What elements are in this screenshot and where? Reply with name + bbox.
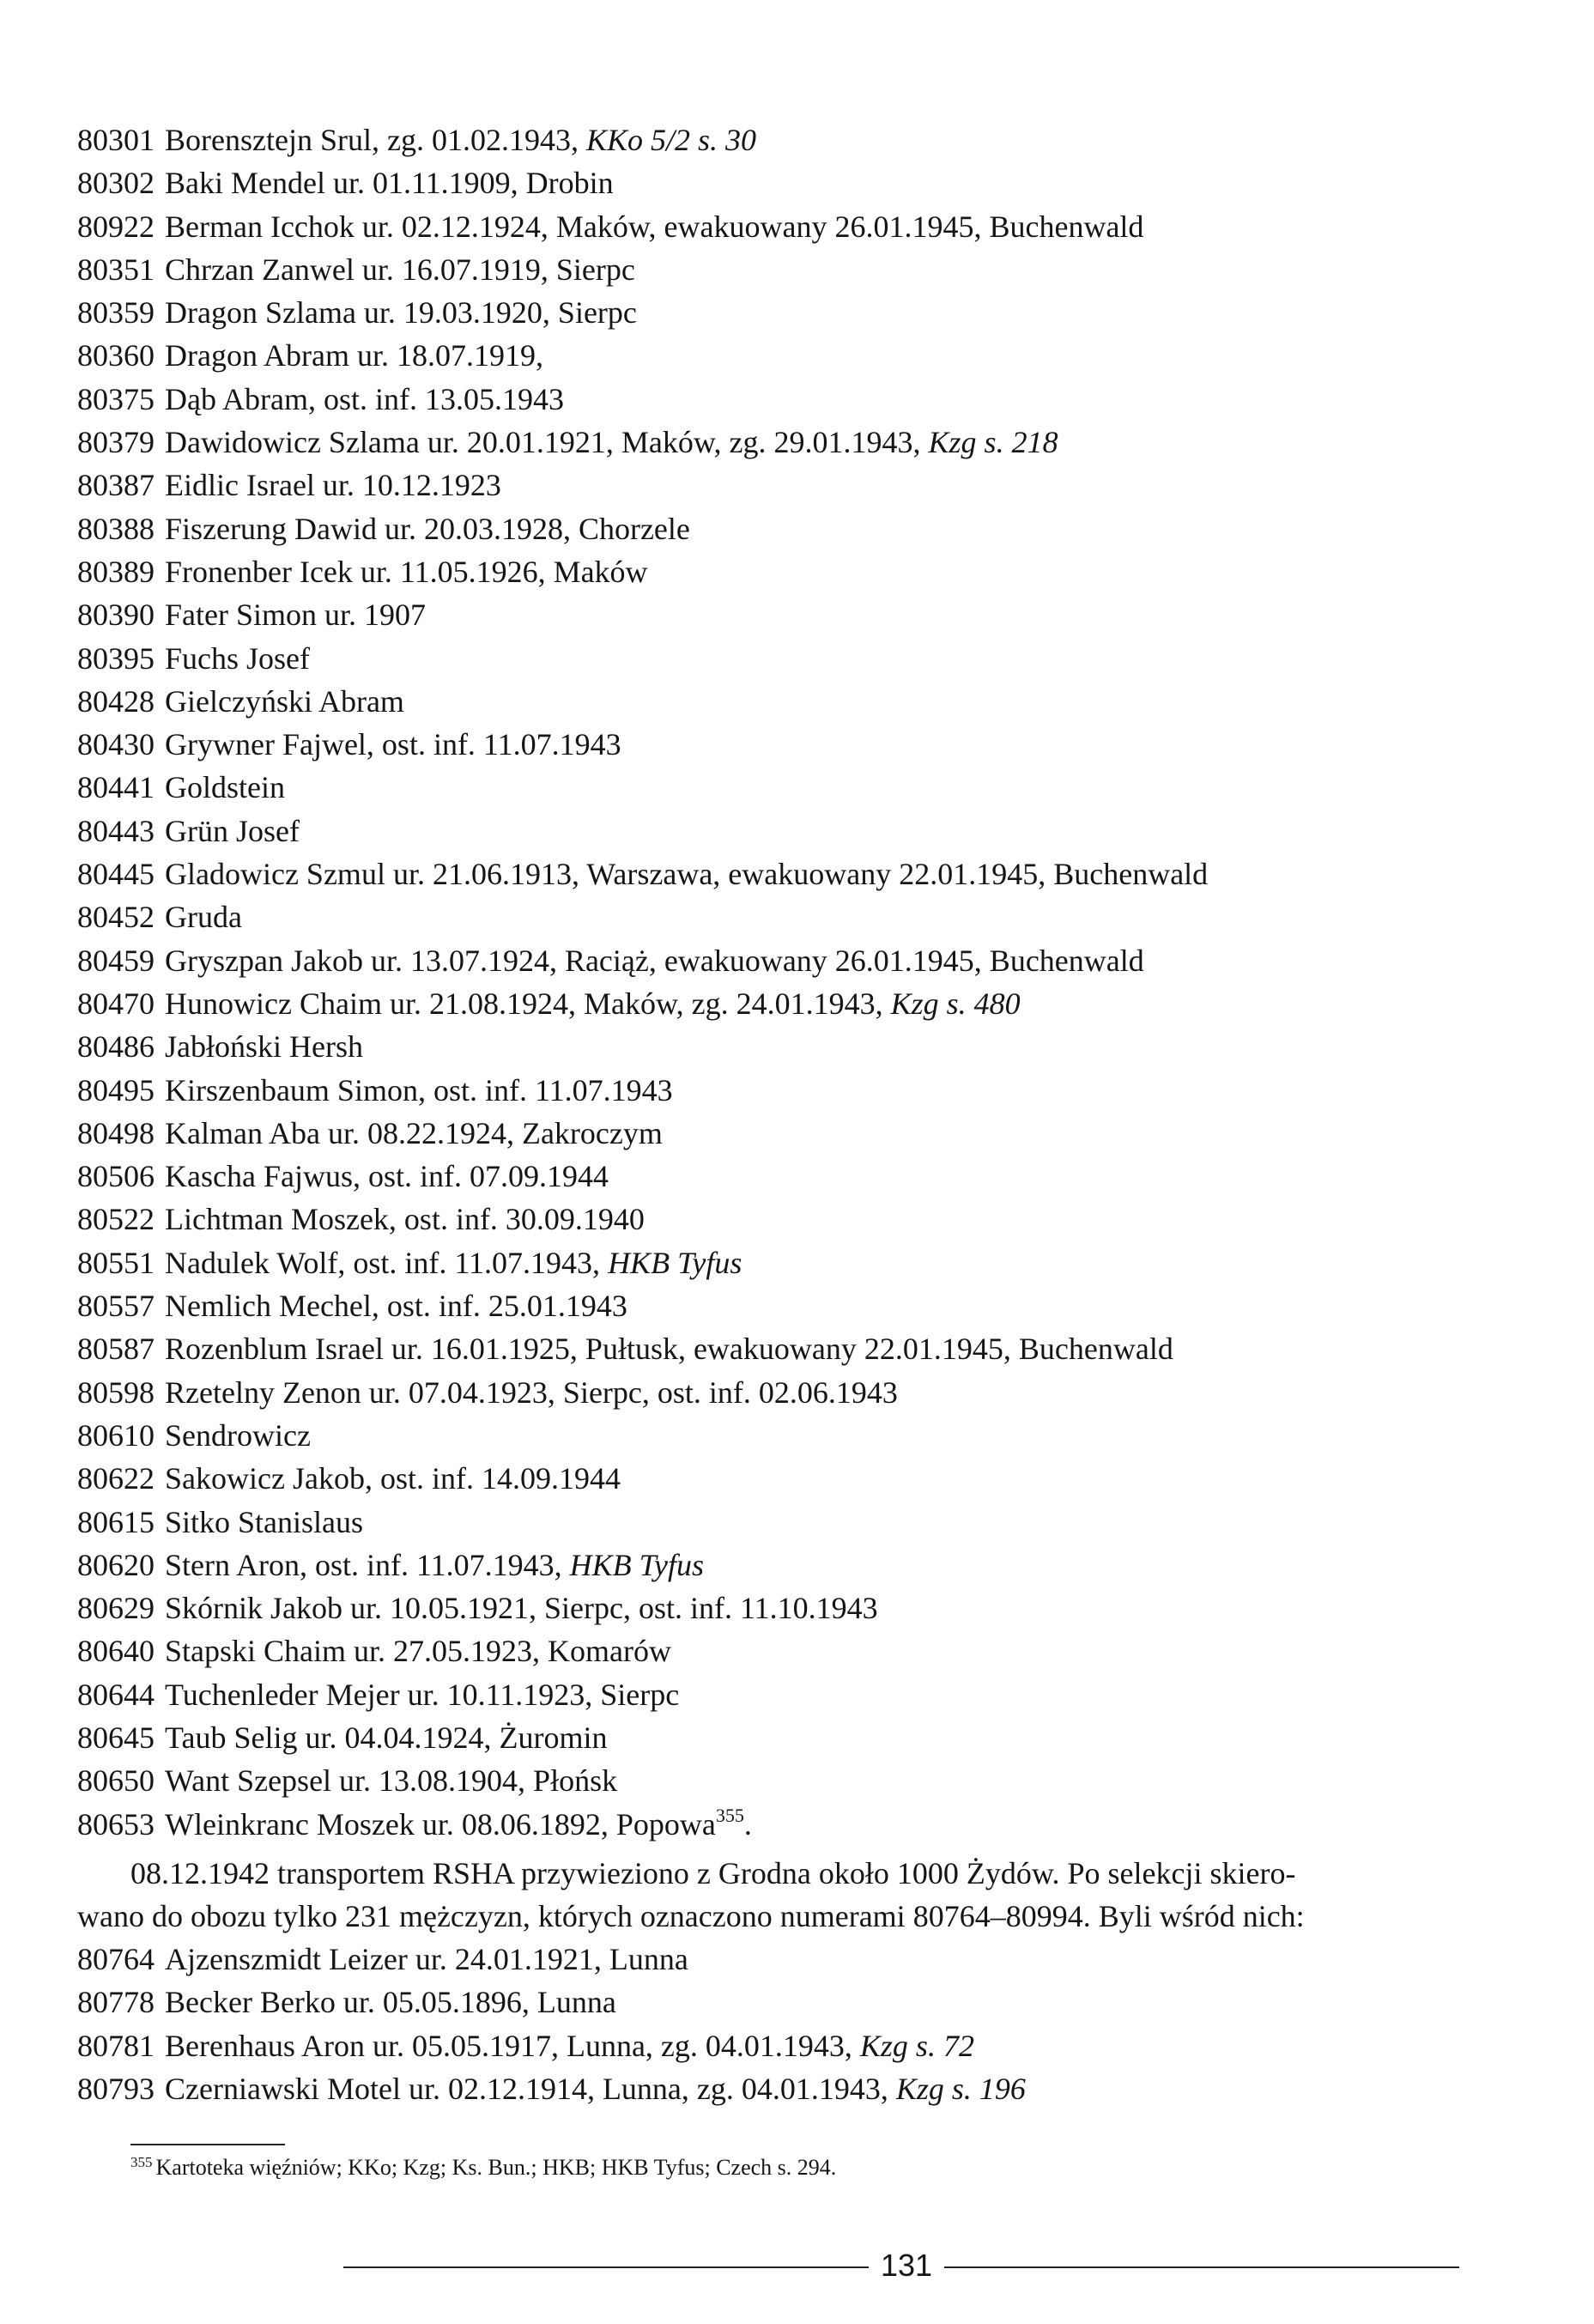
list-item	[77, 378, 1536, 421]
entry-text: Dąb Abram, ost. inf. 13.05.1943	[165, 381, 564, 416]
entry-text: Kirszenbaum Simon, ost. inf. 11.07.1943	[165, 1072, 673, 1107]
entry-text: Fuchs Josef	[165, 640, 310, 676]
prisoner-number: 80650	[77, 1763, 155, 1799]
prisoner-number: 80645	[77, 1720, 155, 1755]
entry-text: Gladowicz Szmul ur. 21.06.1913, Warszawa, ewakuowany 22.01.1945, Buchenwald	[165, 857, 1209, 892]
prisoner-number: 80443	[77, 813, 155, 848]
entry-text: Stapski Chaim ur. 27.05.1923, Komarów	[165, 1634, 671, 1669]
list-item	[77, 982, 1536, 1025]
prisoner-number: 80506	[77, 1159, 155, 1194]
folio-rule-right	[944, 2266, 1459, 2268]
entry-text: Gruda	[165, 900, 242, 935]
entry-source: Kzg s. 196	[895, 2071, 1026, 2106]
prisoner-number: 80441	[77, 770, 155, 805]
list-item	[77, 248, 1536, 291]
entry-source: HKB Tyfus	[608, 1245, 742, 1280]
entry-text: Sendrowicz	[165, 1417, 311, 1453]
list-item	[77, 1371, 1536, 1414]
prisoner-number: 80387	[77, 468, 155, 503]
footnote-text: Kartoteka więźniów; KKo; Kzg; Ks. Bun.; HKB; HKB Tyfus; Czech s. 294.	[155, 2155, 837, 2180]
list-item	[77, 118, 1536, 161]
prisoner-list-first	[77, 118, 1536, 1846]
prisoner-number: 80793	[77, 2071, 155, 2106]
entry-text: Tuchenleder Mejer ur. 10.11.1923, Sierpc	[165, 1677, 680, 1712]
entry-text: Wleinkranc Moszek ur. 08.06.1892, Popowa	[165, 1806, 716, 1842]
entry-text: Goldstein	[165, 770, 285, 805]
paragraph-line-2: wano do obozu tylko 231 mężczyzn, których oznaczono numerami 80764–80994. Byli wśród nich:	[77, 1899, 1305, 1933]
list-item	[77, 1759, 1536, 1802]
footnote-rule	[130, 2144, 285, 2145]
list-item	[77, 766, 1536, 809]
entry-text: Nemlich Mechel, ost. inf. 25.01.1943	[165, 1289, 627, 1324]
list-item	[77, 2024, 1536, 2067]
footnote-mark: 355	[130, 2154, 153, 2170]
entry-text: Hunowicz Chaim ur. 21.08.1924, Maków, zg. 24.01.1943,	[165, 986, 891, 1021]
entry-tail: .	[743, 1806, 752, 1842]
entry-text: Sitko Stanislaus	[165, 1504, 364, 1539]
prisoner-number: 80922	[77, 209, 155, 244]
prisoner-number: 80495	[77, 1072, 155, 1107]
prisoner-number: 80390	[77, 598, 155, 633]
entry-text: Dragon Szlama ur. 19.03.1920, Sierpc	[165, 295, 637, 331]
prisoner-number: 80629	[77, 1591, 155, 1626]
entry-text: Gielczyński Abram	[165, 683, 404, 719]
prisoner-number: 80301	[77, 123, 155, 157]
prisoner-number: 80551	[77, 1245, 155, 1280]
entry-text: Nadulek Wolf, ost. inf. 11.07.1943,	[165, 1245, 609, 1280]
entry-text: Dragon Abram ur. 18.07.1919,	[165, 338, 543, 373]
folio-rule-left	[343, 2266, 869, 2268]
list-item	[77, 1112, 1536, 1155]
prisoner-number: 80389	[77, 554, 155, 589]
entry-text: Gryszpan Jakob ur. 13.07.1924, Raciąż, ewakuowany 26.01.1945, Buchenwald	[165, 943, 1144, 978]
entry-text: Kalman Aba ur. 08.22.1924, Zakroczym	[165, 1115, 663, 1150]
entry-text: Skórnik Jakob ur. 10.05.1921, Sierpc, ost. inf. 11.10.1943	[165, 1591, 878, 1626]
prisoner-number: 80598	[77, 1374, 155, 1410]
entry-text: Lichtman Moszek, ost. inf. 30.09.1940	[165, 1202, 645, 1237]
list-item	[77, 593, 1536, 636]
entry-text: Czerniawski Motel ur. 02.12.1914, Lunna, zg. 04.01.1943,	[165, 2071, 896, 2106]
list-item	[77, 1327, 1536, 1370]
prisoner-number: 80395	[77, 640, 155, 676]
prisoner-number: 80379	[77, 425, 155, 460]
prisoner-number: 80522	[77, 1202, 155, 1237]
list-item	[77, 637, 1536, 680]
prisoner-list-second	[77, 1938, 1536, 2110]
entry-source: Kzg s. 218	[928, 425, 1058, 460]
list-item	[77, 1629, 1536, 1672]
entry-text: Want Szepsel ur. 13.08.1904, Płońsk	[165, 1763, 618, 1799]
page-number: 131	[880, 2248, 933, 2283]
prisoner-number: 80587	[77, 1332, 155, 1367]
prisoner-number: 80459	[77, 943, 155, 978]
prisoner-number: 80470	[77, 986, 155, 1021]
list-item	[77, 291, 1536, 334]
entry-text: Grün Josef	[165, 813, 300, 848]
prisoner-number: 80452	[77, 900, 155, 935]
list-item	[77, 1587, 1536, 1629]
entry-text: Borensztejn Srul, zg. 01.02.1943,	[165, 123, 586, 157]
list-item	[77, 723, 1536, 766]
list-item	[77, 1414, 1536, 1457]
entry-source: KKo 5/2 s. 30	[585, 123, 756, 157]
prisoner-number: 80622	[77, 1461, 155, 1496]
prisoner-number: 80375	[77, 381, 155, 416]
list-item	[77, 1069, 1536, 1112]
entry-text: Fronenber Icek ur. 11.05.1926, Maków	[165, 554, 648, 589]
prisoner-number: 80359	[77, 295, 155, 331]
list-item	[77, 507, 1536, 550]
prisoner-number: 80302	[77, 166, 155, 201]
prisoner-number: 80486	[77, 1029, 155, 1065]
prisoner-number: 80764	[77, 1942, 155, 1976]
list-item	[77, 853, 1536, 895]
list-item	[77, 939, 1536, 982]
list-item	[77, 1198, 1536, 1241]
entry-source: Kzg s. 72	[859, 2028, 974, 2063]
entry-text: Stern Aron, ost. inf. 11.07.1943,	[165, 1547, 570, 1582]
entry-text: Dawidowicz Szlama ur. 20.01.1921, Maków, zg. 29.01.1943,	[165, 425, 929, 460]
prisoner-number: 80498	[77, 1115, 155, 1150]
list-item	[77, 1241, 1536, 1284]
list-item	[77, 161, 1536, 204]
list-item	[77, 1457, 1536, 1500]
paragraph-line-1: 08.12.1942 transportem RSHA przywieziono z Grodna około 1000 Żydów. Po selekcji skiero-	[130, 1856, 1296, 1890]
prisoner-number: 80351	[77, 252, 155, 287]
entry-text: Berman Icchok ur. 02.12.1924, Maków, ewakuowany 26.01.1945, Buchenwald	[165, 209, 1144, 244]
prisoner-number: 80445	[77, 857, 155, 892]
prisoner-number: 80644	[77, 1677, 155, 1712]
list-item	[77, 334, 1536, 377]
list-item	[77, 1284, 1536, 1327]
list-item	[77, 2067, 1536, 2110]
entry-text: Taub Selig ur. 04.04.1924, Żuromin	[165, 1720, 608, 1755]
prisoner-number: 80428	[77, 683, 155, 719]
list-item	[77, 1938, 1536, 1981]
prisoner-number: 80778	[77, 1985, 155, 2020]
entry-source: Kzg s. 480	[890, 986, 1021, 1021]
list-item	[77, 1981, 1536, 2024]
entry-text: Chrzan Zanwel ur. 16.07.1919, Sierpc	[165, 252, 635, 287]
footnote	[130, 2152, 836, 2183]
prisoner-number: 80557	[77, 1289, 155, 1324]
entry-text: Kascha Fajwus, ost. inf. 07.09.1944	[165, 1159, 609, 1194]
transport-paragraph	[77, 1852, 1464, 1938]
list-item	[77, 895, 1536, 938]
list-item	[77, 810, 1536, 853]
entry-text: Rzetelny Zenon ur. 07.04.1923, Sierpc, ost. inf. 02.06.1943	[165, 1374, 898, 1410]
list-item	[77, 1544, 1536, 1587]
list-item	[77, 1716, 1536, 1759]
entry-text: Ajzenszmidt Leizer ur. 24.01.1921, Lunna	[165, 1942, 688, 1976]
prisoner-number: 80640	[77, 1634, 155, 1669]
list-item	[77, 1025, 1536, 1068]
list-item	[77, 550, 1536, 593]
list-item	[77, 205, 1536, 248]
prisoner-number: 80610	[77, 1417, 155, 1453]
prisoner-number: 80620	[77, 1547, 155, 1582]
entry-text: Baki Mendel ur. 01.11.1909, Drobin	[165, 166, 614, 201]
list-item	[77, 1803, 1536, 1846]
list-item	[77, 1673, 1536, 1716]
list-item	[77, 1501, 1536, 1544]
prisoner-number: 80781	[77, 2028, 155, 2063]
prisoner-number: 80388	[77, 511, 155, 546]
entry-text: Fiszerung Dawid ur. 20.03.1928, Chorzele	[165, 511, 690, 546]
entry-text: Sakowicz Jakob, ost. inf. 14.09.1944	[165, 1461, 621, 1496]
entry-text: Jabłoński Hersh	[165, 1029, 363, 1065]
prisoner-number: 80360	[77, 338, 155, 373]
entry-text: Berenhaus Aron ur. 05.05.1917, Lunna, zg. 04.01.1943,	[165, 2028, 860, 2063]
entry-text: Becker Berko ur. 05.05.1896, Lunna	[165, 1985, 616, 2020]
prisoner-number: 80653	[77, 1806, 155, 1842]
entry-text: Grywner Fajwel, ost. inf. 11.07.1943	[165, 727, 621, 762]
entry-text: Eidlic Israel ur. 10.12.1923	[165, 468, 501, 503]
list-item	[77, 421, 1536, 464]
entry-text: Fater Simon ur. 1907	[165, 598, 426, 633]
entry-source: HKB Tyfus	[569, 1547, 704, 1582]
entry-text: Rozenblum Israel ur. 16.01.1925, Pułtusk, ewakuowany 22.01.1945, Buchenwald	[165, 1332, 1173, 1367]
footnote-reference: 355	[715, 1804, 744, 1826]
prisoner-number: 80615	[77, 1504, 155, 1539]
list-item	[77, 464, 1536, 507]
list-item	[77, 680, 1536, 723]
prisoner-number: 80430	[77, 727, 155, 762]
list-item	[77, 1155, 1536, 1198]
